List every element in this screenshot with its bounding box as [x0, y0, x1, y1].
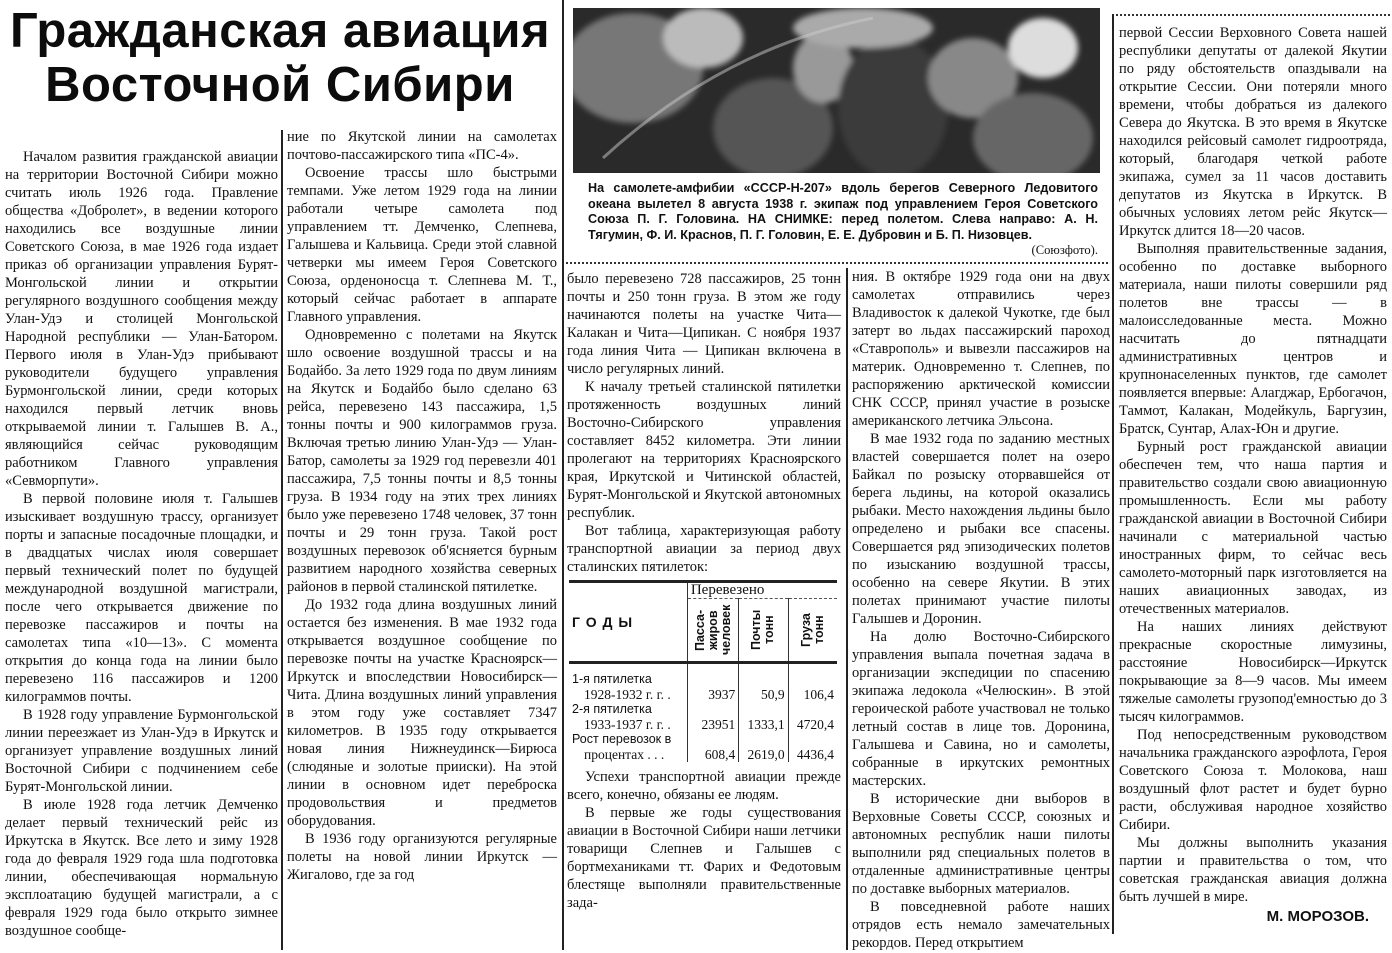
table-cell: 23951: [687, 702, 738, 732]
table-header-years: ГОДЫ: [572, 613, 639, 630]
top-divider: [1116, 14, 1390, 16]
article-column-5: [1119, 24, 1387, 926]
column-5-text: [1119, 24, 1387, 906]
article-title: [0, 4, 560, 112]
article-paragraph: В исторические дни выборов в Верховные Советы СССР, союзных и автономных республик наши пилоты выполнили ряд специальных полетов в отдаленные административные центры по доставке выборных материалов.: [852, 791, 1110, 897]
table-cell: 3937: [687, 663, 738, 703]
table-body: [569, 663, 837, 763]
article-paragraph: В июле 1928 года летчик Демченко делает первый технический рейс из Иркутска в Якутск. Все лето и зиму 1928 года до февраля 1929 года шла подготовка линии, обеспечивающая нормальную эксплоатацию будущей магистрали, а с февраля 1929 года было открыто зимнее воздушное сообще-: [5, 797, 278, 939]
photo-credit: (Союзфото).: [1031, 243, 1098, 257]
row-label-line-1: Рост перевозок в: [572, 732, 672, 746]
column-3-text-before: [567, 270, 841, 576]
article-paragraph: Мы должны выполнить указания партии и правительства о том, что советская гражданская авиация должна быть лучшей в мире.: [1119, 835, 1387, 905]
article-paragraph: Успехи транспортной авиации прежде всего, конечно, обязаны ее людям.: [567, 769, 841, 803]
table-cell: 608,4: [687, 732, 738, 762]
article-paragraph: Освоение трассы шло быстрыми темпами. Уже летом 1929 года на линии работали четыре самолета под управлением тт. Демченко, Слепнева, Галышева и Кальвица. Среди этой славной четверки мы имеем Героя Советского Союза, орденоносца т. Слепнева М. Т., который сейчас работает в аппарате Главного управления.: [287, 165, 557, 325]
article-paragraph: первой Сессии Верховного Совета нашей республики депутаты от далекой Якутии по ряду обстоятельств опаздывали на открытие Сессии. Они потеряли много времени, чтобы добраться из далекого Севера до Якутска. В это время в Якутске находился рейсовый самолет гидроотряда, который, благодаря четкой работе экипажа, сумел за 11 часов доставить депутатов из Якутска в Иркутск. В обычных условиях летом рейс Якутск—Иркутск длится 18—20 часов.: [1119, 25, 1387, 239]
column-divider: [846, 268, 848, 950]
table-cell: 106,4: [788, 663, 837, 703]
photo-caption: [588, 181, 1098, 259]
table-cell: 1333,1: [739, 702, 788, 732]
article-paragraph: Одновременно с полетами на Якутск шло освоение воздушной трассы и на Бодайбо. За лето 1929 года по двум линиям на Якутск и Бодайбо было сделано 63 рейса, перевезено 143 пассажира, 1,5 тонны почты и 900 килограммов груза. Включая третью линию Улан-Удэ — Улан-Батор, самолеты за 1929 год перевезли 401 пассажира, 7,5 тонны почты и 8,5 тонны груза. В 1934 году на этих трех линиях было уже перевезено 1748 человек, 37 тонн почты и 29 тонн груза. Такой рост воздушных перевозок об'ясняется бурным развитием народного хозяйства северных районов в первой сталинской пятилетке.: [287, 327, 557, 595]
row-label: [569, 702, 687, 732]
article-paragraph: На наших линиях действуют прекрасные скоростные лимузины, расстояние Новосибирск—Иркутск покрывающие за 8—9 часов. Мы имеем тяжелые самолеты грузопод'емностью до 3 тысяч килограммов.: [1119, 619, 1387, 725]
article-paragraph: Началом развития гражданской авиации на территории Восточной Сибири можно считать июль 1926 года. Правление общества «Добролет», в ведении которого находились все воздушные линии Советского Союза, в мае 1926 года издает приказ об организации управления Бурят-Монгольской линии и открытии регулярного воздушного сообщения между Улан-Удэ и столицей Монгольской Народной республики — Улан-Батором. Первого июля в Улан-Удэ прибывают руководители будущего управления Бурмонгольской линии, среди которых находился первый летчик вновь открываемой линии т. Галышев В. А., являющийся сейчас руководящим работником Главного управления «Севморпути».: [5, 149, 278, 489]
row-label-line-2: процентах . . .: [584, 747, 665, 762]
article-paragraph: В первые же годы существования авиации в Восточной Сибири наши летчики товарищи Слепнев и Галышев с бортмеханиками тт. Фарих и Федотовым блестяще выполняли правительственные зада-: [567, 805, 841, 911]
table-cell: 50,9: [739, 663, 788, 703]
table-cell: 2619,0: [739, 732, 788, 762]
article-paragraph: Выполняя правительственные задания, особенно по доставке выборного материала, наши пилоты совершили ряд полетов вне трассы — в малоисследованные места. Можно насчитать до пятнадцати административных центров и крупнонаселенных пунктов, где самолет появляется впервые: Алагджар, Ербогачон, Таммот, Калакан, Модейкуль, Баргузин, Братск, Сунтар, Алах-Юн и другие.: [1119, 241, 1387, 437]
article-paragraph: К началу третьей сталинской пятилетки протяженность воздушных линий Восточно-Сибирского управления составляет 8452 километра. Эти линии пролегают на территориях Красноярского края, Иркутской и Читинской областей, Бурят-Монгольской и Якутской автономных республик.: [567, 379, 841, 521]
article-paragraph: В повседневной работе наших отрядов есть немало замечательных рекордов. Перед открытием: [852, 899, 1110, 951]
article-paragraph: ния. В октябре 1929 года они на двух самолетах отправились через Владивосток к далекой Чукотке, где был затерт во льдах пассажирский пароход «Ставрополь» и вывезли пассажиров на материк. Одновременно т. Слепнев, по распоряжению арктической комиссии СНК СССР, принял участие в розыске американского летчика Эльсона.: [852, 269, 1110, 429]
news-photo: [573, 8, 1100, 173]
row-label-line-2: 1928-1932 г. г. .: [584, 687, 671, 702]
row-label: [569, 732, 687, 762]
caption-divider: [566, 262, 1108, 264]
author-signature: М. МОРОЗОВ.: [1266, 908, 1369, 925]
title-line-2: Восточной Сибири: [45, 58, 515, 112]
title-line-1: Гражданская авиация: [9, 4, 551, 58]
column-divider: [562, 0, 564, 950]
table-cell: 4436,4: [788, 732, 837, 762]
article-paragraph: В мае 1932 года по заданию местных властей совершается полет на озеро Байкал по розыску оторвавшейся от берега льдины, на которой оказались рыбаки. Место нахождения льдины было определено и рыбаки все спасены. Совершается ряд эпизодических полетов по изысканию воздушной трассы, особенно на севере Якутии. В этих полетах принимают участие пилоты Галышев и Доронин.: [852, 431, 1110, 627]
article-paragraph: В 1928 году управление Бурмонгольской линии переезжает из Улан-Удэ в Иркутск и организует управление воздушных линий Восточной Сибири с подчинением себе Бурят-Монгольской линии.: [5, 707, 278, 795]
row-label-line-1: 2-я пятилетка: [572, 702, 652, 716]
article-paragraph: было перевезено 728 пассажиров, 25 тонн почты и 250 тонн груза. В этом же году начинаются полеты на участке Чита—Калакан и Чита—Ципикан. С ноября 1937 года линия Чита — Ципикан включена в число регулярных линий.: [567, 271, 841, 377]
table-row: [569, 702, 837, 732]
article-paragraph: На долю Восточно-Сибирского управления выпала почетная задача в организации экспедиции по спасению экипажа ледокола «Челюскин». В этой героической работе участвовал не только летный состав в лице тов. Доронина, Галышева и Савина, но и самолеты, собранные в иркутских ремонтных мастерских.: [852, 629, 1110, 789]
row-label: [569, 663, 687, 703]
article-column-2: [287, 128, 557, 884]
photo-crew-image: [573, 8, 1100, 173]
article-paragraph: Вот таблица, характеризующая работу транспортной авиации за период двух сталинских пятилеток:: [567, 523, 841, 575]
table-cell: 4720,4: [788, 702, 837, 732]
article-paragraph: Бурный рост гражданской авиации обеспечен тем, что наша партия и правительство создали свою авиационную промышленность. Если мы работу гражданской авиации в Восточной Сибири начинали с материальной частью иностранных фирм, то сейчас весь самолето-моторный парк изготовляется на наших авиационных заводах, из отечественных материалов.: [1119, 439, 1387, 617]
table-header-passengers: Пасса-жиров человек: [692, 604, 733, 656]
caption-text: На самолете-амфибии «СССР-Н-207» вдоль берегов Северного Ледовитого океана вылетел 8 августа 1938 г. экипаж под управлением Героя Советского Союза П. Г. Головина. НА СНИМКЕ: перед полетом. Слева направо: А. Н. Тягумин, Ф. И. Краснов, П. Г. Головин, Е. Е. Дубровин и Б. П. Низовцев.: [588, 181, 1098, 242]
article-paragraph: До 1932 года длина воздушных линий остается без изменения. В мае 1932 года открывается воздушное сообщение по перевозке почты на участке Красноярск—Иркутск и впоследствии Новосибирск—Чита. Длина воздушных линий управления в этом году уже составляет 7347 километров. В 1935 году открывается новая линия Нижнеудинск—Бирюса (слюдяные и золотые прииски). На этой линии в основном идет переброска продовольствия и предметов оборудования.: [287, 597, 557, 829]
row-label-line-1: 1-я пятилетка: [572, 672, 652, 686]
table-row: [569, 663, 837, 703]
column-divider: [1112, 14, 1114, 934]
article-paragraph: В первой половине июля т. Галышев изыскивает воздушную трассу, организует порты и запасные посадочные площадки, и в двадцатых числах июля совершает первый технический полет по будущей международной воздушной магистрали, после чего открывается движение по перевозке пассажиров и почты на самолетах типа «10—13». С момента открытия до конца года на линии было перевезено 116 пассажиров и 1200 килограммов почты.: [5, 491, 278, 705]
column-3-text-after: [567, 768, 841, 912]
table-header-cargo: Груза тонн: [798, 613, 826, 647]
article-column-1: [5, 148, 278, 940]
article-paragraph: В 1936 году организуются регулярные полеты на новой линии Иркутск — Жигалово, где за год: [287, 831, 557, 883]
table-header-transported: Перевезено: [687, 582, 837, 599]
article-paragraph: ние по Якутской линии на самолетах почтово-пассажирского типа «ПС-4».: [287, 129, 557, 163]
transport-stats-table: [569, 580, 837, 762]
article-paragraph: Под непосредственным руководством начальника гражданского аэрофлота, Героя Советского Союза т. Молокова, наш воздушный флот растет и будет бурно расти, обслуживая народное хозяйство Сибири.: [1119, 727, 1387, 833]
table-header-mail: Почты тонн: [749, 609, 777, 651]
article-column-3: [567, 270, 841, 912]
column-divider: [281, 130, 283, 950]
row-label-line-2: 1933-1937 г. г. .: [584, 717, 671, 732]
article-column-4: [852, 268, 1110, 952]
table-row: [569, 732, 837, 762]
